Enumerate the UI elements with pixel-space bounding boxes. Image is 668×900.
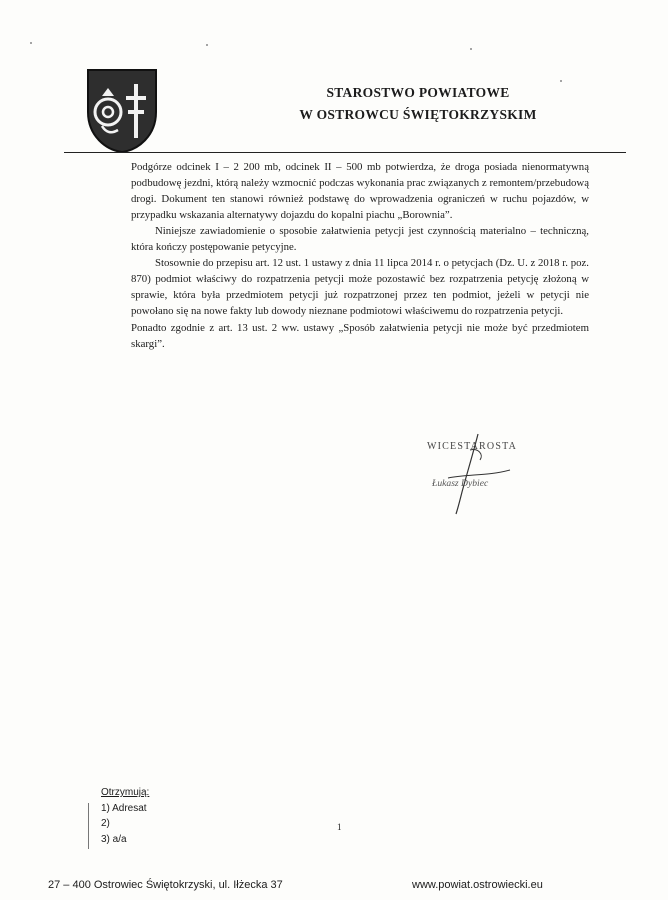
powiat-coat-of-arms-icon [84,66,160,154]
signature-title: WICESTAROSTA [427,441,518,452]
letter-paragraph-3: Stosownie do przepisu art. 12 ust. 1 ustawy z dnia 11 lipca 2014 r. o petycjach (Dz. U. z 2018 r. poz. 870) podmiot właściwy do rozpatrzenia petycji może pozostawić bez rozpatrzenia petycję złożoną w sprawie, która była przedmiotem petycji już rozpatrzonej przez ten podmiot, jeżeli w petycji nie powołano się na nowe fakty lub dowody nieznane podmiotowi właściwemu do rozpatrzenia petycji. [131,257,589,317]
letter-paragraph-1: Podgórze odcinek I – 2 200 mb, odcinek II – 500 mb potwierdza, że droga posiada nienormatywną podbudowę jezdni, którą należy wzmocnić podczas wykonania prac związanych z remontem/przebudową drogi. Dokument ten stanowi również podstawę do wprowadzenia ograniczeń w ruchu pojazdów, w przypadku wskazania alternatywy dojazdu do kopalni piachu „Borownia”. [131,161,589,221]
handwritten-signature-stroke [418,430,538,520]
header-divider [64,152,626,153]
office-name-line2: W OSTROWCU ŚWIĘTOKRZYSKIM [299,107,537,122]
letter-body [131,159,589,352]
letter-paragraph-2: Niniejsze zawiadomienie o sposobie załatwienia petycji jest czynnością materialno – techniczną, która kończy postępowanie petycyjne. [131,225,589,253]
recipients-list [101,785,149,847]
page-marker: 1 [337,822,342,832]
letter-paragraph-4: Ponadto zgodnie z art. 13 ust. 2 ww. ustawy „Sposób załatwienia petycji nie może być przedmiotem skargi”. [131,322,589,350]
recipient-item: 2) [101,818,110,829]
margin-line [88,803,89,849]
signature-name: Łukasz Dybiec [432,478,489,489]
office-name-line1: STAROSTWO POWIATOWE [326,85,510,100]
scan-speck [560,80,562,82]
scan-speck [470,48,472,50]
scan-speck [206,44,208,46]
footer-address: 27 – 400 Ostrowiec Świętokrzyski, ul. Iłżecka 37 [48,879,283,891]
scan-speck [30,42,32,44]
recipient-item: 1) Adresat [101,802,147,814]
recipients-heading: Otrzymują: [101,787,150,798]
office-name [268,82,568,126]
footer-website: www.powiat.ostrowiecki.eu [412,879,543,891]
recipient-item: 3) a/a [101,833,127,845]
